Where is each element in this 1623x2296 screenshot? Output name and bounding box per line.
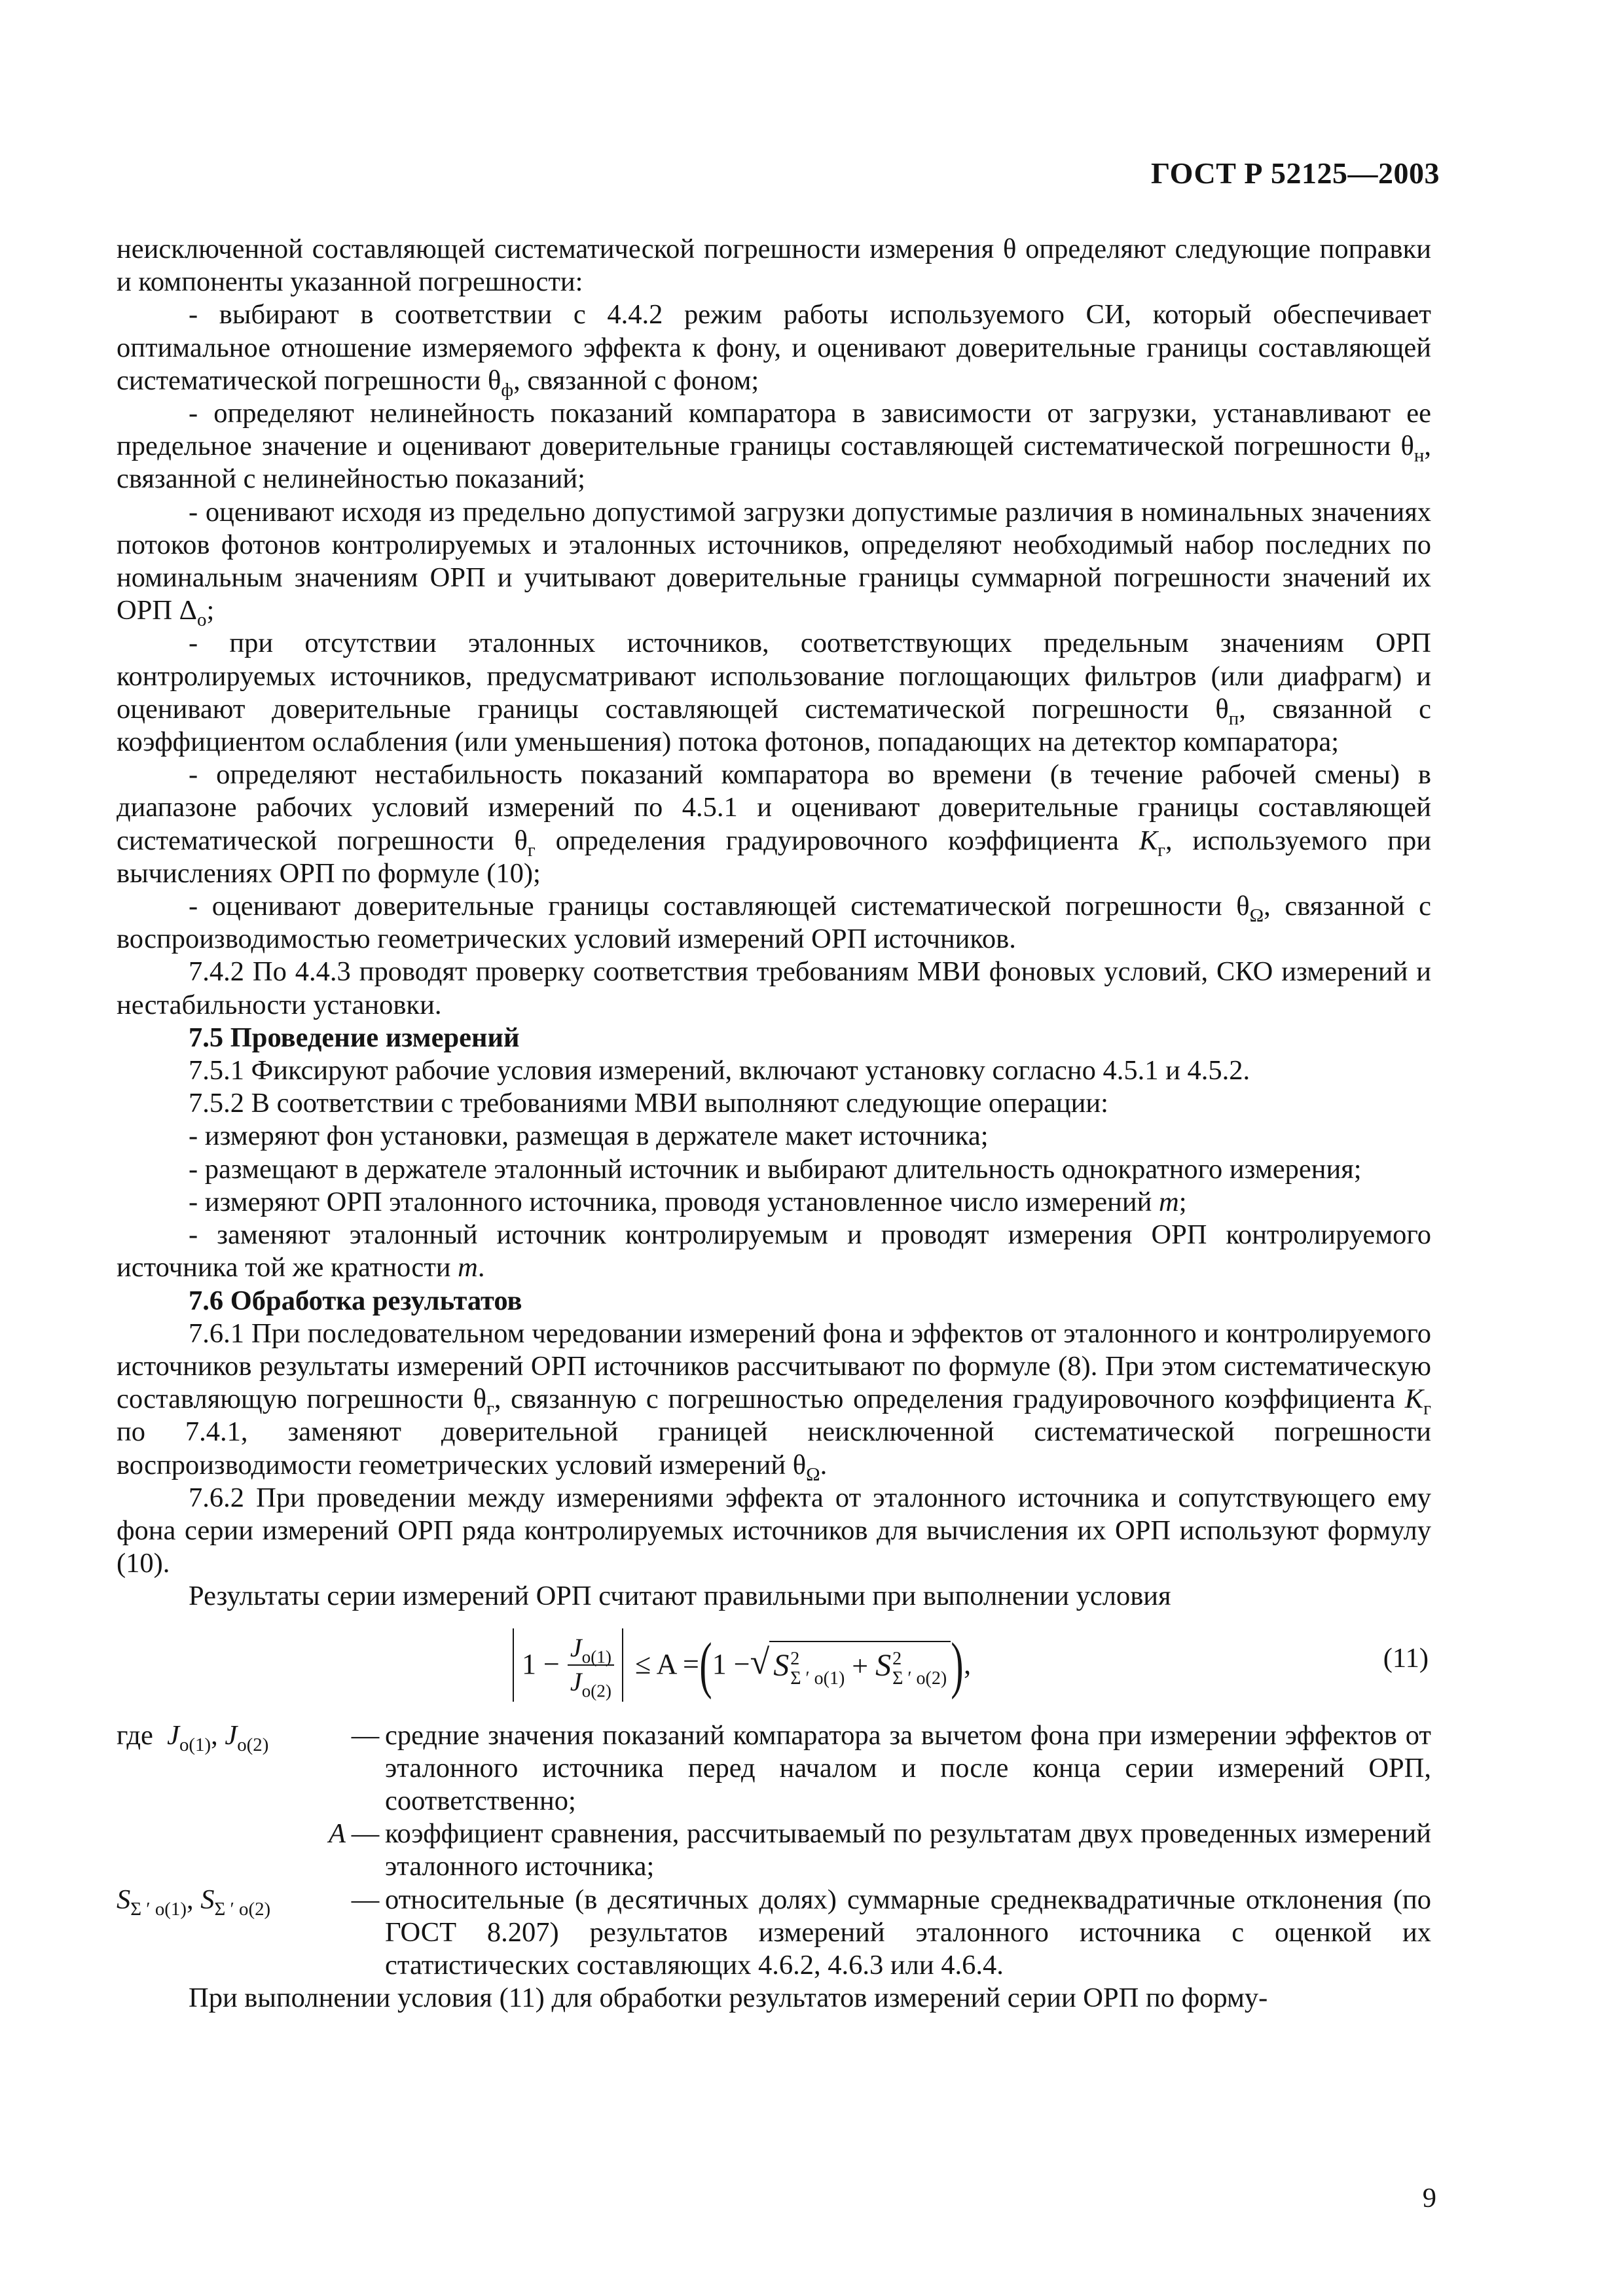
dash: —	[351, 1884, 380, 1915]
paragraph: 7.5.2 В соответствии с требованиями МВИ выполняют следующие операции:	[189, 1088, 1108, 1119]
where-term	[117, 1719, 346, 1818]
paragraph-text: , связанной с нелинейностью показаний;	[117, 431, 1431, 495]
paragraph: 7.4.2 По 4.4.3 проводят проверку соответствия требованиям МВИ фоновых условий, СКО измерений и нестабильности установки.	[117, 956, 1431, 1020]
paragraph: 7.5.1 Фиксируют рабочие условия измерений, включают установку согласно 4.5.1 и 4.5.2.	[189, 1055, 1250, 1086]
paragraph-text: .	[477, 1252, 485, 1283]
superscript: 2	[892, 1648, 902, 1669]
where-definition: коэффициент сравнения, рассчитываемый по результатам двух проведенных измерений эталонного источника;	[385, 1818, 1431, 1882]
formula-text: +	[845, 1650, 876, 1683]
sup-sub	[892, 1649, 947, 1689]
formula-body	[513, 1623, 971, 1708]
subscript: Ω	[806, 1463, 820, 1485]
symbol-k: K	[1404, 1384, 1424, 1415]
symbol-s: S	[200, 1884, 215, 1915]
fraction-denominator	[568, 1666, 614, 1701]
sup-sub	[790, 1649, 845, 1689]
list-item	[117, 496, 1431, 631]
list-item	[117, 397, 1431, 496]
where-definition: средние значения показаний компаратора за вычетом фона при измерении эффектов от эталонного источника перед началом и после конца серии измерений ОРП, соответственно;	[385, 1719, 1431, 1816]
formula-text: ,	[964, 1648, 972, 1681]
paragraph-text: , связанной с фоном;	[513, 365, 759, 396]
symbol-j: J	[225, 1719, 238, 1751]
where-item	[117, 1719, 1431, 1818]
symbol-k: K	[1139, 825, 1158, 856]
list-item	[117, 890, 1431, 956]
subscript: о(2)	[237, 1734, 269, 1755]
formula-11	[117, 1623, 1431, 1708]
paragraph: При выполнении условия (11) для обработки результатов измерений серии ОРП по форму-	[189, 1982, 1268, 2014]
separator: ,	[211, 1719, 225, 1751]
formula-text: 1 −	[712, 1648, 750, 1681]
symbol-j: J	[570, 1666, 582, 1696]
subscript: г	[1158, 839, 1166, 861]
paragraph-text: неисключенной составляющей систематической погрешности измерения θ определяют следующие поправки и компоненты указанной погрешности:	[117, 234, 1431, 298]
list-item	[117, 759, 1431, 890]
paragraph: 7.6.2 При проведении между измерениями эффекта от эталонного источника и сопутствующего ему фона серии измерений ОРП ряда контролируемых источников для вычисления их ОРП используют формулу (10).	[117, 1482, 1431, 1579]
subscript: п	[1228, 708, 1239, 729]
symbol-j: J	[167, 1719, 179, 1751]
formula-le-a	[635, 1648, 699, 1681]
list-item	[117, 1186, 1431, 1219]
paragraph	[117, 1318, 1431, 1485]
subscript: Σ ′ о(2)	[892, 1668, 947, 1689]
paragraph-text: определения градуировочного коэффициента	[535, 825, 1139, 856]
paragraph-text: , связанную с погрешностью определения градуировочного коэффициента	[494, 1384, 1405, 1415]
fraction	[568, 1632, 614, 1701]
sqrt-icon: √	[750, 1642, 770, 1682]
symbol-m: m	[1159, 1186, 1179, 1217]
page-number: 9	[1422, 2183, 1436, 2214]
where-term	[117, 1884, 346, 1982]
subscript: г	[1423, 1398, 1431, 1420]
paragraph-text: - выбирают в соответствии с 4.4.2 режим работы используемого СИ, который обеспечивает оптимальное отношение измеряемого эффекта к фону, и оценивают доверительные границы составляющей систематической погрешности θ	[117, 299, 1431, 396]
where-list	[117, 1719, 1431, 1982]
paragraph-text: ;	[1178, 1186, 1187, 1217]
document-body	[117, 233, 1431, 2015]
where-term	[117, 1818, 346, 1883]
symbol-a: A	[329, 1818, 346, 1850]
list-item	[117, 1219, 1431, 1284]
list-item	[117, 627, 1431, 759]
symbol-m: m	[458, 1252, 478, 1283]
subscript: н	[1413, 445, 1425, 467]
list-item: - измеряют фон установки, размещая в держателе макет источника;	[189, 1121, 989, 1152]
paragraph-text: , используемого при вычислениях ОРП по формуле (10);	[117, 825, 1431, 889]
fraction-numerator	[568, 1633, 614, 1666]
open-paren: (	[699, 1629, 712, 1700]
separator: ,	[186, 1884, 201, 1915]
paragraph-text: - измеряют ОРП эталонного источника, проводя установленное число измерений	[189, 1186, 1159, 1217]
subscript: г	[486, 1398, 494, 1420]
symbol-s: S	[117, 1884, 131, 1915]
square-root	[750, 1641, 951, 1689]
dash: —	[351, 1719, 380, 1751]
superscript: 2	[790, 1648, 800, 1669]
paragraph-text: ;	[206, 595, 215, 626]
subscript: о	[196, 609, 207, 631]
paragraph-text: .	[820, 1449, 828, 1480]
subscript: о(2)	[581, 1681, 611, 1701]
where-lead: где	[117, 1719, 153, 1751]
symbol-j: J	[570, 1632, 582, 1662]
where-term-inner	[117, 1719, 346, 1755]
subscript: о(1)	[581, 1647, 611, 1667]
paragraph-text: , связанной с воспроизводимостью геометрических условий измерений ОРП источников.	[117, 891, 1431, 955]
close-paren: )	[951, 1629, 964, 1700]
subscript: о(1)	[179, 1734, 211, 1755]
paragraph-text: - оценивают доверительные границы составляющей систематической погрешности θ	[189, 891, 1250, 922]
paragraph	[117, 233, 1431, 298]
paragraph-text: - определяют нелинейность показаний компаратора в зависимости от загрузки, устанавливают ее предельное значение и оценивают доверительные границы составляющей систематической погрешности θ	[117, 398, 1431, 462]
subscript: г	[527, 839, 536, 861]
symbol-s: S	[773, 1648, 790, 1683]
list-item: - размещают в держателе эталонный источник и выбирают длительность однократного измерения;	[189, 1153, 1362, 1185]
radicand	[769, 1641, 951, 1689]
paragraph-text: - при отсутствии эталонных источников, соответствующих предельным значениям ОРП контролируемых источников, предусматривают использование поглощающих фильтров (или диафрагм) и оценивают доверительные границы составляющей систематической погрешности θ	[117, 628, 1431, 725]
paragraph-text: - оценивают исходя из предельно допустимой загрузки допустимые различия в номинальных значениях потоков фотонов контролируемых и эталонных источников, определяют необходимый набор последних по номинальным значениям ОРП и учитывают доверительные границы суммарной погрешности значений их ОРП Δ	[117, 496, 1431, 626]
subscript: Ω	[1249, 905, 1264, 927]
symbol-s: S	[875, 1648, 892, 1683]
where-item	[117, 1818, 1431, 1883]
formula-number: (11)	[1383, 1642, 1429, 1674]
section-heading: 7.6 Обработка результатов	[189, 1285, 522, 1316]
paragraph-text: - заменяют эталонный источник контролируемым и проводят измерения ОРП контролируемого источника той же кратности	[117, 1219, 1431, 1283]
paragraph-text: 7.6.1 При последовательном чередовании измерений фона и эффектов от эталонного и контролируемого источников результаты измерений ОРП источников рассчитывают по формуле (8). При этом систематическую составляющую погрешности θ	[117, 1318, 1431, 1415]
formula-text: ≤ A =	[634, 1648, 699, 1681]
document-header: ГОСТ Р 52125—2003	[1151, 156, 1440, 190]
subscript: Σ ′ о(2)	[214, 1898, 271, 1920]
formula-one: 1 −	[522, 1648, 560, 1681]
where-term-inner	[117, 1884, 346, 1920]
subscript: ф	[501, 379, 514, 401]
paragraph-text: , связанной с коэффициентом ослабления (или уменьшения) потока фотонов, попадающих на детектор компаратора;	[117, 693, 1431, 758]
paragraph-text: по 7.4.1, заменяют доверительной границей неисключенной систематической погрешности воспроизводимости геометрических условий измерений θ	[117, 1416, 1431, 1480]
where-definition: относительные (в десятичных долях) суммарные среднеквадратичные отклонения (по ГОСТ 8.207) результатов измерений эталонного источника с оценкой их статистических составляющих 4.6.2, 4.6.3 или 4.6.4.	[385, 1884, 1431, 1981]
list-item	[117, 298, 1431, 401]
absolute-value	[513, 1628, 623, 1702]
dash: —	[351, 1818, 380, 1850]
where-item	[117, 1884, 1431, 1982]
paragraph: Результаты серии измерений ОРП считают правильными при выполнении условия	[189, 1581, 1171, 1612]
subscript: Σ ′ о(1)	[130, 1898, 187, 1920]
section-heading: 7.5 Проведение измерений	[189, 1022, 520, 1053]
paragraph-text: - определяют нестабильность показаний компаратора во времени (в течение рабочей смены) в диапазоне рабочих условий измерений по 4.5.1 и оценивают доверительные границы составляющей систематической погрешности θ	[117, 759, 1431, 856]
subscript: Σ ′ о(1)	[790, 1668, 845, 1689]
